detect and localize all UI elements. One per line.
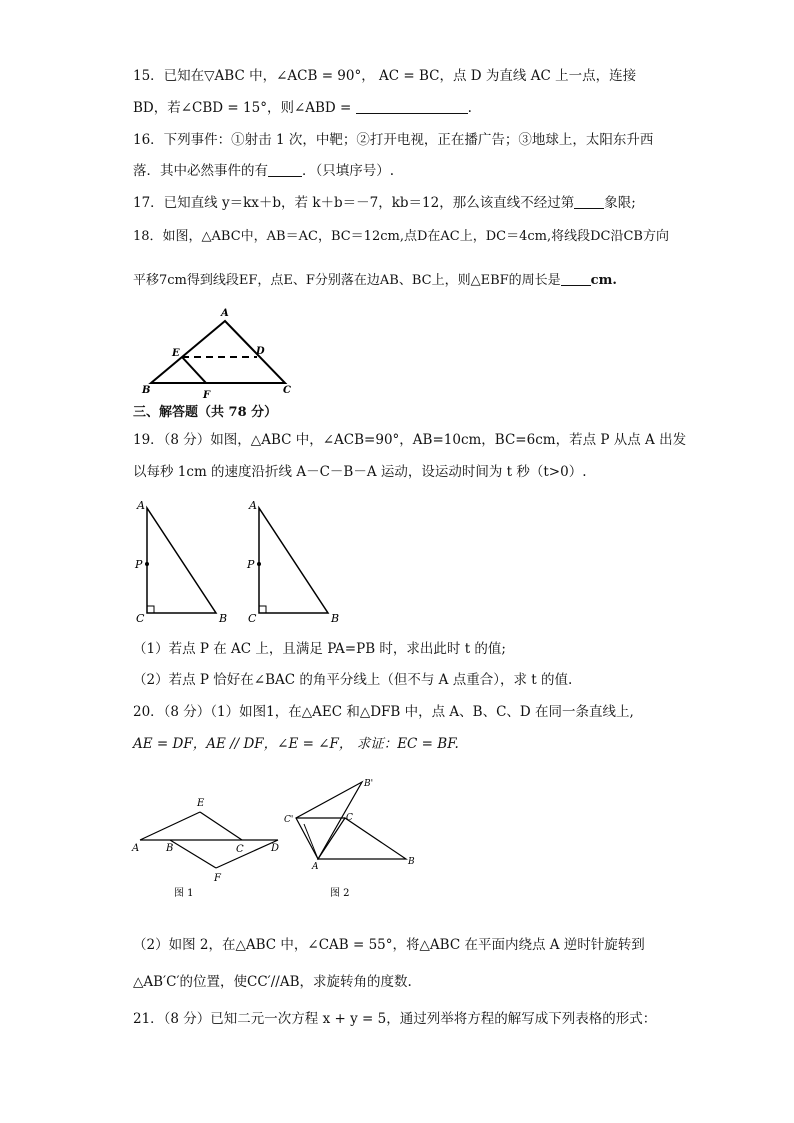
- q20-fig1-seg-bf: [170, 840, 216, 868]
- q20-fig1-label-b: B: [166, 843, 174, 854]
- q18-label-f: F: [203, 390, 211, 401]
- q19-point-p-1: [145, 562, 149, 566]
- q16-text: 落．其中必然事件的有: [133, 163, 268, 179]
- q16-line2: [133, 162, 394, 180]
- q18-segment-ef: [182, 357, 206, 383]
- q19-fig1-label-b: B: [219, 612, 228, 625]
- q19-fig2-label-p: P: [247, 558, 255, 571]
- q19-fig2-label-a: A: [249, 499, 257, 512]
- q17-text: 17．已知直线 y＝kx＋b，若 k＋b＝－7，kb＝12，那么该直线不经过第: [133, 195, 575, 211]
- q20-fig1-label-c: C: [236, 844, 244, 855]
- q15-text: BD，若∠CBD = 15°，则∠ABD =: [133, 100, 352, 116]
- q19-fig1-label-c: C: [136, 612, 145, 625]
- q20-fig1-label-d: D: [271, 843, 280, 854]
- q20-fig1-seg-ae: [140, 812, 200, 840]
- q20-fig2-label-a: A: [312, 862, 319, 872]
- q20-line1: 20．（8 分）（1）如图1，在△AEC 和△DFB 中，点 A、B、C、D 在同一条直线上,: [133, 704, 634, 720]
- q20-fig2-label-c: C: [346, 813, 353, 823]
- q19-triangle-2: [259, 508, 328, 613]
- q19-right-angle-2: [259, 606, 266, 613]
- q20-fig1-caption: 图 1: [174, 888, 194, 899]
- q20-fig1-label-f: F: [214, 873, 221, 884]
- q20-line2: AE = DF，AE // DF，∠E = ∠F， 求证：EC = BF.: [133, 736, 459, 752]
- q19-fig2-label-b: B: [331, 612, 340, 625]
- q20-figure-1: [130, 790, 290, 900]
- q15-line1: 15．已知在▽ABC 中，∠ACB = 90°， AC = BC，点 D 为直线 AC 上一点，连接: [133, 68, 637, 84]
- q20-sub2-line2: △AB′C′的位置，使CC′//AB，求旋转角的度数.: [133, 974, 412, 990]
- q15-line2: [133, 99, 472, 117]
- q17-line1: [133, 194, 636, 212]
- q18-answer-blank: [561, 271, 591, 286]
- q18-unit: cm.: [590, 273, 617, 288]
- q19-figure-2: [242, 496, 352, 626]
- q18-label-b: B: [142, 385, 151, 396]
- q15-period: .: [467, 100, 472, 116]
- q18-line2: [133, 271, 617, 290]
- q18-text: 平移7cm得到线段EF，点E、F分别落在边AB、BC上，则△EBF的周长是: [133, 273, 561, 288]
- q18-label-a: A: [221, 308, 229, 319]
- q20-fig2-caption: 图 2: [330, 888, 350, 899]
- q19-line1: 19．（8 分）如图，△ABC 中，∠ACB=90°，AB=10cm，BC=6cm，若点 P 从点 A 出发: [133, 432, 687, 448]
- section-3-heading: 三、解答题（共 78 分）: [133, 405, 278, 420]
- q19-sub1: （1）若点 P 在 AC 上，且满足 PA=PB 时，求出此时 t 的值;: [133, 641, 506, 657]
- q18-figure: [135, 305, 305, 405]
- q19-right-angle-1: [147, 606, 154, 613]
- q18-line1: 18．如图，△ABC中，AB＝AC，BC＝12cm,点D在AC上，DC＝4cm,将线段DC沿CB方向: [133, 229, 669, 244]
- q20-fig1-label-e: E: [197, 798, 205, 809]
- q20-figure-2: [282, 778, 432, 903]
- q19-fig1-label-p: P: [135, 558, 143, 571]
- q19-fig1-label-a: A: [137, 499, 145, 512]
- q20-fig1-seg-fd: [216, 840, 278, 868]
- q19-triangle-1: [147, 508, 216, 613]
- q15-answer-blank: [356, 99, 468, 114]
- q19-fig2-label-c: C: [248, 612, 257, 625]
- q18-label-c: C: [283, 385, 291, 396]
- q20-fig2-label-c1: C': [284, 815, 294, 825]
- q20-fig2-triangle-abc: [318, 818, 406, 859]
- q19-figure-1: [130, 496, 240, 626]
- q17-tail: 象限;: [604, 195, 636, 211]
- q20-fig2-label-b1: B': [364, 779, 374, 789]
- q18-label-e: E: [172, 348, 180, 359]
- q20-sub2-line1: （2）如图 2，在△ABC 中，∠CAB = 55°，将△ABC 在平面内绕点 A 逆时针旋转到: [133, 937, 645, 953]
- q16-line1: 16．下列事件：①射击 1 次，中靶；②打开电视，正在播广告；③地球上，太阳东升西: [133, 132, 654, 148]
- q20-fig1-label-a: A: [132, 843, 140, 854]
- q16-tail: ．（只填序号）.: [302, 163, 395, 179]
- q20-fig2-seg-ac1-ext: [304, 824, 318, 859]
- q19-point-p-2: [257, 562, 261, 566]
- q20-fig1-seg-ec: [200, 812, 242, 840]
- q19-line2: 以每秒 1cm 的速度沿折线 A－C－B－A 运动，设运动时间为 t 秒（t>0）.: [133, 464, 587, 480]
- q16-answer-blank: [268, 162, 302, 177]
- q18-label-d: D: [256, 346, 265, 357]
- q21-line1: 21．（8 分）已知二元一次方程 x + y = 5，通过列举将方程的解写成下列表格的形式：: [133, 1011, 657, 1027]
- q17-answer-blank: [574, 194, 604, 209]
- q19-sub2: （2）若点 P 恰好在∠BAC 的角平分线上（但不与 A 点重合），求 t 的值.: [133, 672, 573, 688]
- q20-fig2-label-b: B: [408, 857, 415, 867]
